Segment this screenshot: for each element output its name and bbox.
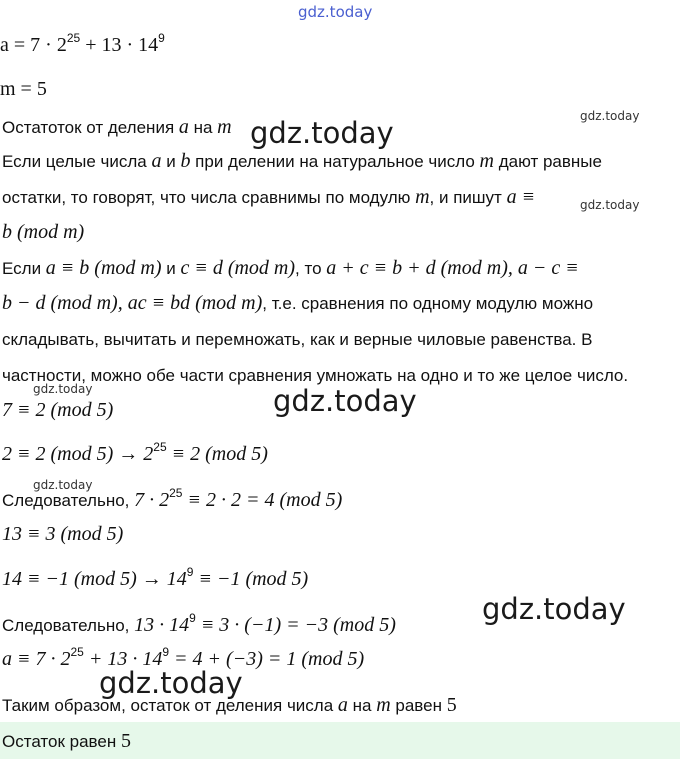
- watermark-small: gdz.today: [33, 478, 93, 492]
- watermark-big: gdz.today: [482, 592, 626, 626]
- watermark-small: gdz.today: [580, 109, 640, 123]
- final-computation: $a \equiv 7 \cdot 2^{25} + 13 \cdot 14^9 = 4 + (-3) = 1$ (mod 5): [2, 645, 365, 670]
- definition-line-3: b (mod m): [2, 221, 85, 243]
- answer-text: Остаток равен 5: [2, 730, 131, 752]
- formula-m: m = 5: [0, 78, 47, 100]
- watermark-small: gdz.today: [580, 198, 640, 212]
- watermark-big: gdz.today: [99, 666, 243, 700]
- watermark-small: gdz.today: [33, 382, 93, 396]
- congruence-13: 13 ≡ 3 (mod 5): [2, 523, 124, 545]
- section-heading: Остатоток от деления a на m: [2, 116, 232, 138]
- watermark-top: gdz.today: [298, 3, 373, 21]
- formula-a: $a = 7 \cdot 2^{25} + 13 \cdot 14^9$: [0, 31, 165, 56]
- congruence-7: 7 ≡ 2 (mod 5): [2, 399, 114, 421]
- property-line-2: b − d (mod m), ac ≡ bd (mod m), т.е. сравнения по одному модулю можно: [2, 292, 594, 314]
- property-line-4: частности, можно обе части сравнения умножать на одно и то же целое число.: [2, 366, 629, 385]
- congruence-2-power: 2 ≡ 2 (mod $5) \to 2^{25} \equiv 2$ (mod 5): [2, 440, 268, 465]
- property-line-1: Если a ≡ b (mod m) и c ≡ d (mod m), то a + c ≡ b + d (mod m), a − c ≡: [2, 257, 579, 279]
- property-line-3: складывать, вычитать и перемножать, как и верные чиловые равенства. В: [2, 330, 593, 349]
- definition-line-2: остатки, то говорят, что числа сравнимы по модулю m, и пишут a ≡: [2, 186, 536, 208]
- definition-line-1: Если целые числа a и b при делении на натуральное число m дают равные: [2, 150, 602, 172]
- consequence-2: Следовательно, $13 \cdot 14^9 \equiv 3 \cdot (-1) = -3$ (mod 5): [2, 611, 396, 636]
- consequence-1: Следовательно, $7 \cdot 2^{25} \equiv 2 \cdot 2 = 4$ (mod 5): [2, 486, 343, 511]
- congruence-14-power: 14 ≡ −1 (mod $5) \to 14^9 \equiv -1$ (mod 5): [2, 565, 309, 590]
- watermark-big: gdz.today: [273, 384, 417, 418]
- watermark-big: gdz.today: [250, 116, 394, 150]
- conclusion: Таким образом, остаток от деления числа a на m равен 5: [2, 694, 457, 716]
